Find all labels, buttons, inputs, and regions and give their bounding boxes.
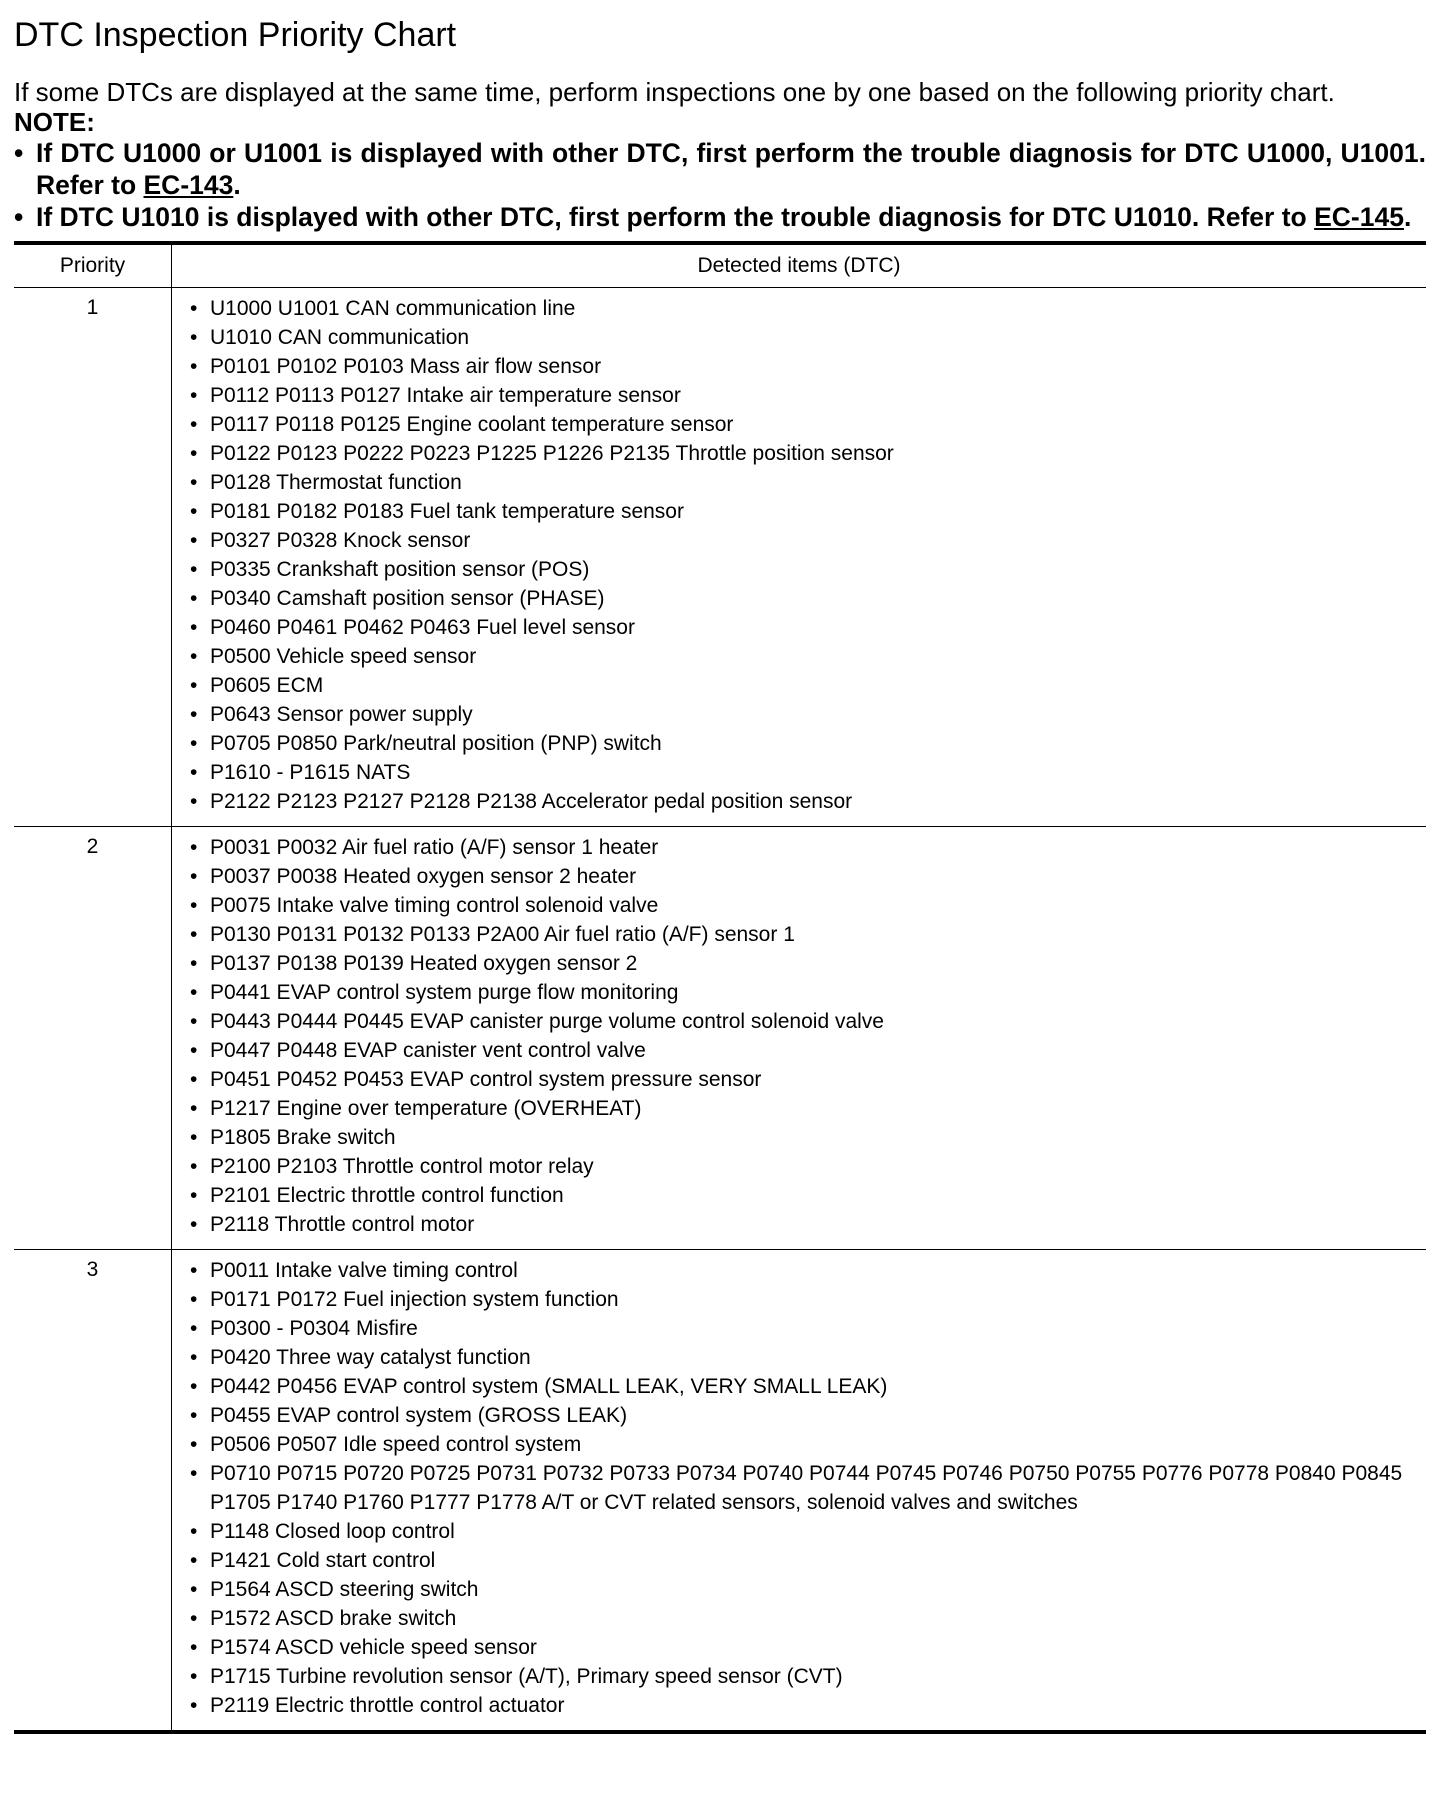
note-text: If DTC U1010 is displayed with other DTC, first perform the trouble diagnosis for DTC U1010. Refer to [36, 202, 1315, 232]
dtc-list-item: • P0101 P0102 P0103 Mass air flow sensor [190, 352, 1426, 381]
dtc-list-item: • P0171 P0172 Fuel injection system function [190, 1285, 1426, 1314]
note-item [14, 201, 1426, 233]
table-row [14, 827, 1426, 1250]
dtc-list-item: • P0011 Intake valve timing control [190, 1256, 1426, 1285]
dtc-list-item: • P1805 Brake switch [190, 1123, 1426, 1152]
dtc-list-item: • P2122 P2123 P2127 P2128 P2138 Accelerator pedal position sensor [190, 787, 1426, 816]
dtc-list-item: • P0300 - P0304 Misfire [190, 1314, 1426, 1343]
dtc-list-item: • P0335 Crankshaft position sensor (POS) [190, 555, 1426, 584]
dtc-list-item: • P0327 P0328 Knock sensor [190, 526, 1426, 555]
dtc-list-item: • P1148 Closed loop control [190, 1517, 1426, 1546]
dtc-list-item: • U1000 U1001 CAN communication line [190, 294, 1426, 323]
dtc-priority-table [14, 241, 1426, 1734]
priority-cell: 2 [14, 827, 172, 1250]
dtc-list-item: • P0181 P0182 P0183 Fuel tank temperature sensor [190, 497, 1426, 526]
note-label: NOTE: [14, 107, 95, 137]
dtc-list-item: • P0441 EVAP control system purge flow monitoring [190, 978, 1426, 1007]
dtc-list-item: • P0130 P0131 P0132 P0133 P2A00 Air fuel ratio (A/F) sensor 1 [190, 920, 1426, 949]
table-row [14, 1250, 1426, 1733]
dtc-list-item: • P0506 P0507 Idle speed control system [190, 1430, 1426, 1459]
dtc-list [172, 1250, 1426, 1730]
dtc-list-item: • P0037 P0038 Heated oxygen sensor 2 heater [190, 862, 1426, 891]
dtc-list-item: • P0455 EVAP control system (GROSS LEAK) [190, 1401, 1426, 1430]
table-body [14, 288, 1426, 1733]
dtc-list-item: • P0031 P0032 Air fuel ratio (A/F) sensor 1 heater [190, 833, 1426, 862]
dtc-list-item: • P0128 Thermostat function [190, 468, 1426, 497]
reference-link-ec-143[interactable]: EC-143 [143, 170, 234, 200]
priority-cell: 1 [14, 288, 172, 827]
dtc-list-item: • P2100 P2103 Throttle control motor relay [190, 1152, 1426, 1181]
dtc-list-item: • P0122 P0123 P0222 P0223 P1225 P1226 P2135 Throttle position sensor [190, 439, 1426, 468]
note-item [14, 137, 1426, 201]
table-header-row [14, 243, 1426, 288]
dtc-list-item: • P1572 ASCD brake switch [190, 1604, 1426, 1633]
dtc-list-item: • P0451 P0452 P0453 EVAP control system pressure sensor [190, 1065, 1426, 1094]
dtc-list-item: • P0117 P0118 P0125 Engine coolant temperature sensor [190, 410, 1426, 439]
dtc-list-item: • P0643 Sensor power supply [190, 700, 1426, 729]
dtc-list-item: • P0500 Vehicle speed sensor [190, 642, 1426, 671]
dtc-list-item: • U1010 CAN communication [190, 323, 1426, 352]
dtc-list-item: • P1564 ASCD steering switch [190, 1575, 1426, 1604]
bullet-icon: • [14, 202, 24, 232]
dtc-list-item: • P1610 - P1615 NATS [190, 758, 1426, 787]
note-text-end: . [233, 170, 241, 200]
dtc-list-item: • P1217 Engine over temperature (OVERHEAT) [190, 1094, 1426, 1123]
dtc-list-item: • P0075 Intake valve timing control solenoid valve [190, 891, 1426, 920]
dtc-list-item: • P0137 P0138 P0139 Heated oxygen sensor 2 [190, 949, 1426, 978]
dtc-list [172, 288, 1426, 826]
dtc-list-item: • P1574 ASCD vehicle speed sensor [190, 1633, 1426, 1662]
priority-cell: 3 [14, 1250, 172, 1733]
note-text-end: . [1403, 202, 1412, 232]
reference-link-ec-145[interactable]: EC-145 [1314, 202, 1404, 232]
dtc-list-item: • P1715 Turbine revolution sensor (A/T), Primary speed sensor (CVT) [190, 1662, 1426, 1691]
dtc-list-item: • P0442 P0456 EVAP control system (SMALL LEAK, VERY SMALL LEAK) [190, 1372, 1426, 1401]
dtc-list-item: • P0340 Camshaft position sensor (PHASE) [190, 584, 1426, 613]
dtc-list-item: • P0710 P0715 P0720 P0725 P0731 P0732 P0733 P0734 P0740 P0744 P0745 P0746 P0750 P0755 P0776 P0778 P0840 P0845 P1705 P1740 P1760 P1777 P1778 A/T or CVT related sensors, solenoid valves and switches [190, 1459, 1426, 1517]
detected-items-cell [172, 1250, 1427, 1733]
dtc-list-item: • P1421 Cold start control [190, 1546, 1426, 1575]
bullet-icon: • [14, 138, 24, 168]
detected-items-column-header: Detected items (DTC) [172, 243, 1427, 288]
detected-items-cell [172, 827, 1427, 1250]
page-title: DTC Inspection Priority Chart [14, 16, 457, 54]
detected-items-cell [172, 288, 1427, 827]
dtc-list-item: • P0460 P0461 P0462 P0463 Fuel level sensor [190, 613, 1426, 642]
dtc-list-item: • P0443 P0444 P0445 EVAP canister purge volume control solenoid valve [190, 1007, 1426, 1036]
intro-paragraph: If some DTCs are displayed at the same time, perform inspections one by one based on the following priority chart. [14, 77, 1335, 107]
table-row [14, 288, 1426, 827]
priority-column-header: Priority [14, 243, 172, 288]
dtc-list-item: • P0112 P0113 P0127 Intake air temperature sensor [190, 381, 1426, 410]
dtc-list-item: • P0420 Three way catalyst function [190, 1343, 1426, 1372]
dtc-list-item: • P2101 Electric throttle control function [190, 1181, 1426, 1210]
dtc-list-item: • P2119 Electric throttle control actuator [190, 1691, 1426, 1720]
dtc-list-item: • P0705 P0850 Park/neutral position (PNP) switch [190, 729, 1426, 758]
dtc-list-item: • P2118 Throttle control motor [190, 1210, 1426, 1239]
dtc-list-item: • P0605 ECM [190, 671, 1426, 700]
note-text: If DTC U1000 or U1001 is displayed with other DTC, first perform the trouble diagnosis for DTC U1000, U1001. Refer to [36, 138, 1426, 200]
dtc-list-item: • P0447 P0448 EVAP canister vent control valve [190, 1036, 1426, 1065]
dtc-list [172, 827, 1426, 1249]
